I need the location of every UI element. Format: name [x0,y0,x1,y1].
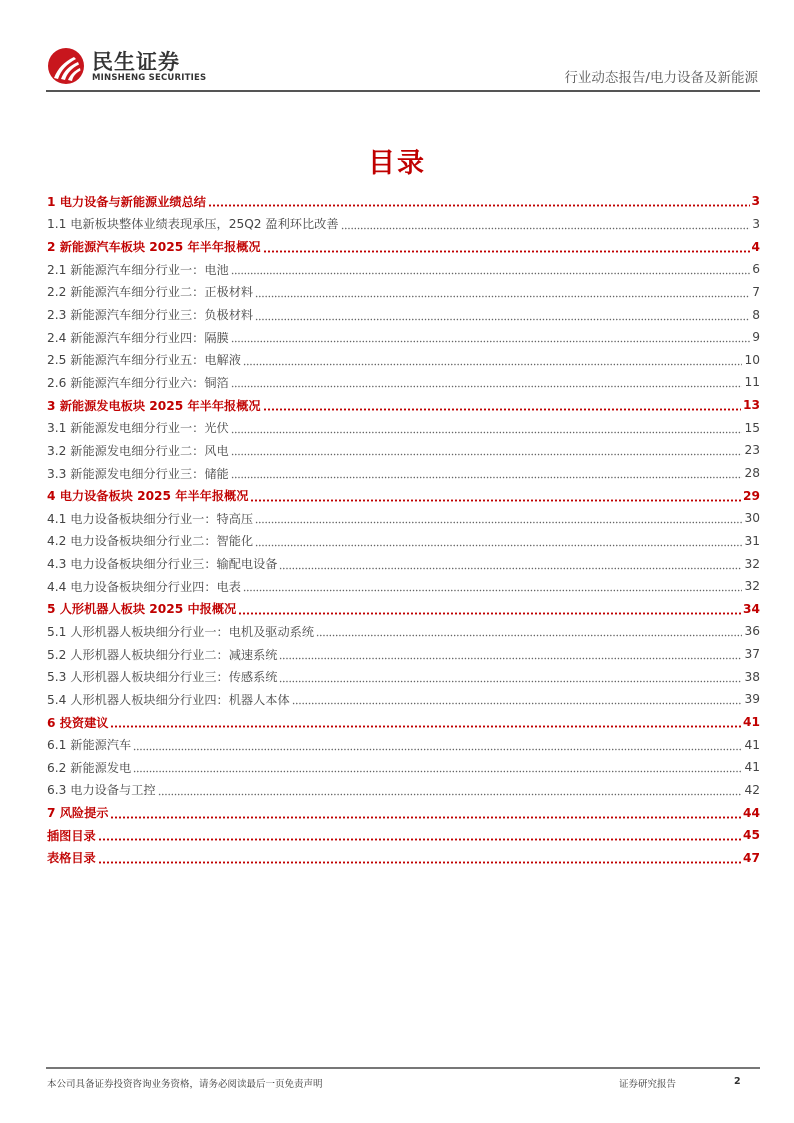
toc-entry-label: 插图目录 [47,828,96,843]
toc-leader-dots [110,809,741,821]
toc-page-number: 45 [743,828,760,843]
toc-subsection-link[interactable] [47,371,760,394]
toc-page-number: 39 [744,692,760,707]
toc-page-number: 6 [752,262,760,277]
toc-entry-label: 2.3 新能源汽车细分行业三：负极材料 [47,308,254,323]
toc-entry-label: 4.3 电力设备板块细分行业三：输配电设备 [47,557,278,572]
toc-entry-label: 3.2 新能源发电细分行业二：风电 [47,443,229,458]
toc-page-number: 30 [744,511,760,526]
toc-subsection-link[interactable] [47,281,760,304]
toc-page-number: 31 [744,533,760,548]
toc-leader-dots [98,831,741,843]
toc-leader-dots [255,514,742,526]
toc-section-link[interactable] [47,190,760,213]
toc-entry-label: 5 人形机器人板块 2025 中报概况 [47,602,237,617]
toc-leader-dots [243,582,743,594]
toc-leader-dots [255,311,750,323]
toc-page-number: 15 [744,420,760,435]
toc-page-number: 36 [744,624,760,639]
toc-entry-label: 5.1 人形机器人板块细分行业一：电机及驱动系统 [47,624,315,639]
toc-subsection-link[interactable] [47,326,760,349]
toc-section-link[interactable] [47,235,760,258]
toc-page-number: 34 [743,601,760,616]
toc-subsection-link[interactable] [47,620,760,643]
footer-doc-type: 证券研究报告 [619,1079,677,1090]
toc-leader-dots [158,786,743,798]
toc-leader-dots [279,650,742,662]
toc-subsection-link[interactable] [47,575,760,598]
toc-subsection-link[interactable] [47,462,760,485]
toc-page-number: 29 [743,488,760,503]
toc-leader-dots [231,265,751,277]
toc-page-number: 41 [744,737,760,752]
toc-page-number: 13 [743,398,760,413]
toc-subsection-link[interactable] [47,258,760,281]
toc-page-number: 7 [752,284,760,299]
toc-leader-dots [255,288,750,300]
toc-entry-label: 3 新能源发电板块 2025 年半年报概况 [47,398,261,413]
toc-entry-label: 3.3 新能源发电细分行业三：储能 [47,466,229,481]
toc-page-number: 44 [743,805,760,820]
footer-disclaimer: 本公司具备证券投资咨询业务资格，请务必阅读最后一页免责声明 [47,1079,323,1090]
toc-entry-label: 5.2 人形机器人板块细分行业二：减速系统 [47,647,278,662]
toc-leader-dots [231,333,751,345]
toc-page-number: 28 [744,466,760,480]
toc-page-number: 41 [744,760,760,775]
toc-leader-dots [341,220,751,232]
toc-subsection-link[interactable] [47,552,760,575]
toc-entry-label: 1 电力设备与新能源业绩总结 [47,194,206,209]
toc-page-number: 32 [744,556,760,571]
toc-leader-dots [231,378,743,390]
toc-page-number: 11 [744,375,760,390]
toc-page-number: 37 [744,647,760,662]
toc-leader-dots [263,243,750,255]
toc-page-number: 10 [744,352,760,367]
toc-subsection-link[interactable] [47,643,760,666]
minsheng-logo-icon [48,48,84,84]
toc-entry-label: 6.1 新能源汽车 [47,738,132,753]
header-divider [46,90,760,92]
toc-page-number: 32 [744,579,760,594]
toc-entry-label: 2.1 新能源汽车细分行业一：电池 [47,262,229,277]
toc-subsection-link[interactable] [47,213,760,236]
toc-entry-label: 6.2 新能源发电 [47,760,132,775]
toc-leader-dots [110,718,741,730]
toc-section-link[interactable] [47,394,760,417]
toc-subsection-link[interactable] [47,507,760,530]
toc-subsection-link[interactable] [47,439,760,462]
page-header [46,44,760,92]
toc-entry-label: 4 电力设备板块 2025 年半年报概况 [47,489,249,504]
toc-subsection-link[interactable] [47,756,760,779]
toc-section-link[interactable] [47,801,760,824]
toc-entry-label: 6.3 电力设备与工控 [47,783,156,798]
toc-page-number: 3 [752,216,760,231]
toc-subsection-link[interactable] [47,530,760,553]
toc-page-number: 4 [751,239,760,254]
toc-page-number: 47 [743,850,760,865]
toc-section-link[interactable] [47,824,760,847]
toc-page-number: 8 [752,307,760,322]
toc-page-number: 3 [751,194,760,209]
toc-entry-label: 2.6 新能源汽车细分行业六：铜箔 [47,375,229,390]
toc-subsection-link[interactable] [47,665,760,688]
logo-english-name: MINSHENG SECURITIES [92,73,207,83]
toc-page-number: 41 [743,715,760,730]
minsheng-logo [46,46,246,88]
toc-entry-label: 4.1 电力设备板块细分行业一：特高压 [47,511,254,526]
toc-subsection-link[interactable] [47,348,760,371]
toc-entry-label: 6 投资建议 [47,715,109,730]
toc-page-number: 42 [744,782,760,797]
toc-subsection-link[interactable] [47,688,760,711]
toc-leader-dots [279,560,742,572]
toc-page-number: 23 [744,443,760,458]
toc-section-link[interactable] [47,847,760,870]
toc-leader-dots [316,627,742,639]
toc-entry-label: 表格目录 [47,851,96,866]
toc-leader-dots [98,854,741,866]
toc-subsection-link[interactable] [47,303,760,326]
toc-entry-label: 3.1 新能源发电细分行业一：光伏 [47,421,229,436]
page-title: 目录 [368,148,426,179]
toc-entry-label: 2.4 新能源汽车细分行业四：隔膜 [47,330,229,345]
toc-subsection-link[interactable] [47,416,760,439]
toc-entry-label: 4.4 电力设备板块细分行业四：电表 [47,579,241,594]
report-type: 行业动态报告/电力设备及新能源 [564,70,758,86]
toc-leader-dots [231,424,743,436]
toc-page-number: 38 [744,669,760,684]
toc-section-link[interactable] [47,711,760,734]
toc-leader-dots [250,492,741,504]
toc-leader-dots [263,401,741,413]
toc-entry-label: 4.2 电力设备板块细分行业二：智能化 [47,534,254,549]
toc-entry-label: 2.5 新能源汽车细分行业五：电解液 [47,353,241,368]
toc-entry-label: 2.2 新能源汽车细分行业二：正极材料 [47,285,254,300]
footer-divider [46,1067,760,1069]
toc-subsection-link[interactable] [47,733,760,756]
table-of-contents [47,190,760,869]
toc-leader-dots [231,469,743,481]
toc-leader-dots [279,673,742,685]
page-number: 2 [734,1076,741,1087]
toc-subsection-link[interactable] [47,779,760,802]
toc-leader-dots [133,741,742,753]
toc-leader-dots [133,763,742,775]
toc-entry-label: 2 新能源汽车板块 2025 年半年报概况 [47,240,261,255]
toc-leader-dots [231,446,743,458]
toc-entry-label: 5.3 人形机器人板块细分行业三：传感系统 [47,670,278,685]
logo-chinese-name: 民生证券 [92,50,180,74]
toc-entry-label: 5.4 人形机器人板块细分行业四：机器人本体 [47,692,290,707]
toc-leader-dots [255,537,742,549]
toc-section-link[interactable] [47,598,760,621]
toc-section-link[interactable] [47,484,760,507]
toc-entry-label: 7 风险提示 [47,806,109,821]
toc-page-number: 9 [752,330,760,345]
toc-leader-dots [208,197,750,209]
toc-leader-dots [243,356,743,368]
toc-leader-dots [292,695,743,707]
toc-leader-dots [238,605,741,617]
toc-entry-label: 1.1 电新板块整体业绩表现承压，25Q2 盈利环比改善 [47,217,339,232]
